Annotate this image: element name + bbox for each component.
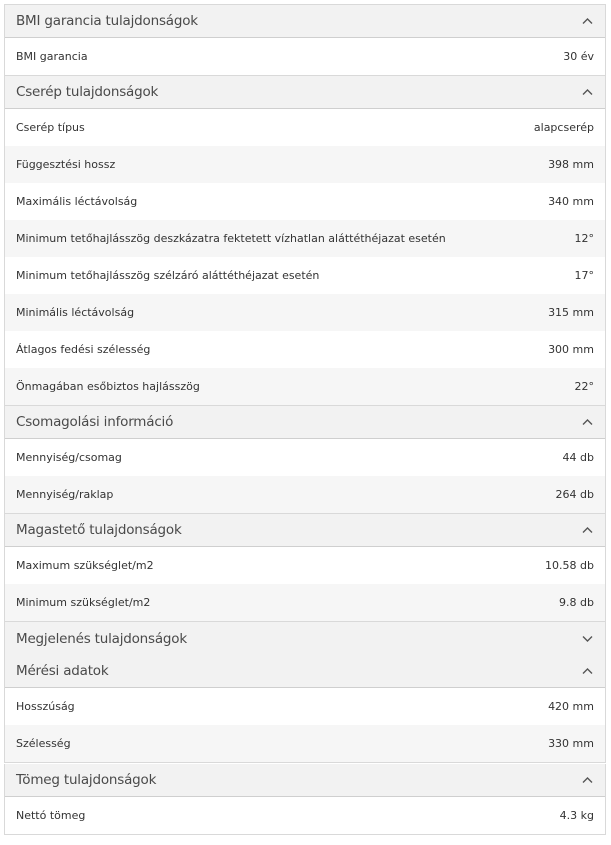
table-row [5, 688, 605, 725]
row-value: 330 mm [548, 737, 594, 750]
row-value: 17° [574, 269, 594, 282]
row-value: 10.58 db [545, 559, 594, 572]
chevron-down-icon[interactable] [581, 633, 593, 645]
row-label: BMI garancia [16, 50, 88, 63]
row-value: 398 mm [548, 158, 594, 171]
section-header[interactable] [5, 514, 605, 547]
section-title: Mérési adatok [16, 663, 109, 679]
section-header[interactable] [5, 406, 605, 439]
table-row [5, 38, 605, 75]
row-label: Szélesség [16, 737, 71, 750]
row-value: alapcserép [533, 121, 594, 134]
row-value: 30 év [563, 50, 594, 63]
section-magasteto [4, 514, 606, 622]
table-row [5, 547, 605, 584]
row-label: Átlagos fedési szélesség [16, 343, 151, 356]
table-row [5, 725, 605, 762]
row-label: Minimum tetőhajlásszög szélzáró aláttéthéjazat esetén [16, 269, 320, 282]
chevron-up-icon[interactable] [581, 86, 593, 98]
row-label: Hosszúság [16, 700, 75, 713]
chevron-up-icon[interactable] [581, 774, 593, 786]
section-meresi-adatok [4, 655, 606, 763]
row-label: Mennyiség/raklap [16, 488, 114, 501]
section-title: Megjelenés tulajdonságok [16, 630, 187, 647]
row-value: 4.3 kg [559, 809, 594, 822]
section-bmi-garancia [4, 4, 606, 76]
section-header[interactable] [5, 76, 605, 109]
chevron-up-icon[interactable] [581, 524, 593, 536]
section-header[interactable] [5, 655, 605, 688]
chevron-up-icon[interactable] [581, 665, 593, 677]
row-value: 22° [574, 380, 594, 393]
row-label: Mennyiség/csomag [16, 451, 122, 464]
row-label: Önmagában esőbiztos hajlásszög [16, 380, 200, 393]
row-label: Maximális léctávolság [16, 195, 138, 208]
table-row [5, 439, 605, 476]
row-label: Minimum tetőhajlásszög deszkázatra fektetett vízhatlan aláttéthéjazat esetén [16, 232, 446, 245]
chevron-up-icon[interactable] [581, 15, 593, 27]
row-value: 264 db [555, 488, 594, 501]
row-label: Függesztési hossz [16, 158, 116, 171]
section-megjelenes [4, 622, 606, 656]
section-cserep [4, 76, 606, 406]
table-row [5, 331, 605, 368]
section-header[interactable] [5, 622, 605, 655]
row-label: Minimális léctávolság [16, 306, 135, 319]
table-row [5, 109, 605, 146]
section-tomeg [4, 764, 606, 835]
table-row [5, 797, 605, 834]
section-title: Csomagolási információ [16, 414, 174, 430]
row-value: 300 mm [548, 343, 594, 356]
row-label: Maximum szükséglet/m2 [16, 559, 154, 572]
section-header[interactable] [5, 5, 605, 38]
table-row [5, 220, 605, 257]
section-header[interactable] [5, 764, 605, 797]
table-row [5, 368, 605, 405]
row-value: 9.8 db [559, 596, 594, 609]
section-title: Cserép tulajdonságok [16, 84, 159, 100]
table-row [5, 294, 605, 331]
row-value: 12° [574, 232, 594, 245]
table-row [5, 584, 605, 621]
table-row [5, 476, 605, 513]
table-row [5, 146, 605, 183]
row-label: Cserép típus [16, 121, 85, 134]
chevron-up-icon[interactable] [581, 416, 593, 428]
section-title: Magastető tulajdonságok [16, 522, 182, 538]
row-value: 44 db [562, 451, 594, 464]
row-value: 420 mm [548, 700, 594, 713]
row-value: 315 mm [548, 306, 594, 319]
section-title: BMI garancia tulajdonságok [16, 13, 198, 29]
row-label: Minimum szükséglet/m2 [16, 596, 151, 609]
section-title: Tömeg tulajdonságok [16, 772, 157, 788]
section-csomagolas [4, 406, 606, 514]
table-row [5, 257, 605, 294]
row-value: 340 mm [548, 195, 594, 208]
row-label: Nettó tömeg [16, 809, 86, 822]
table-row [5, 183, 605, 220]
